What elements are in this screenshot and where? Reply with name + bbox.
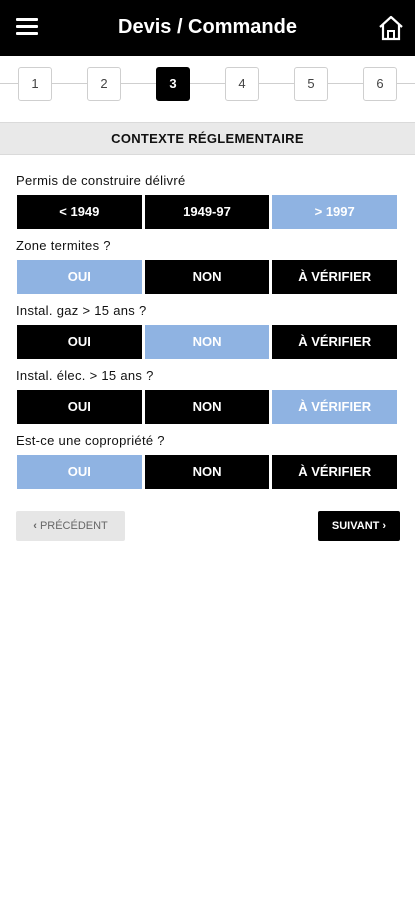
question-label-gas: Instal. gaz > 15 ans ? (16, 303, 147, 318)
step-5[interactable]: 5 (294, 67, 328, 101)
page-title: Devis / Commande (118, 16, 297, 38)
option-coownership-oui[interactable]: OUI (17, 455, 142, 489)
option-1949-97[interactable]: 1949-97 (145, 195, 270, 229)
option-termites-a-verifier[interactable]: À VÉRIFIER (272, 260, 397, 294)
chevron-right-icon: › (382, 520, 387, 532)
option-gas-oui[interactable]: OUI (17, 325, 142, 359)
question-label-termites: Zone termites ? (16, 238, 111, 253)
step-6[interactable]: 6 (363, 67, 397, 101)
section-title: CONTEXTE RÉGLEMENTAIRE (0, 122, 415, 155)
stepper-line (0, 83, 415, 84)
step-1[interactable]: 1 (18, 67, 52, 101)
option-gas-a-verifier[interactable]: À VÉRIFIER (272, 325, 397, 359)
home-icon[interactable] (377, 14, 405, 42)
step-2[interactable]: 2 (87, 67, 121, 101)
option-coownership-a-verifier[interactable]: À VÉRIFIER (272, 455, 397, 489)
option-group-gas (17, 325, 397, 359)
option-after-1997[interactable]: > 1997 (272, 195, 397, 229)
option-group-coownership (17, 455, 397, 489)
option-group-electric (17, 390, 397, 424)
option-before-1949[interactable]: < 1949 (17, 195, 142, 229)
step-indicator (0, 56, 415, 120)
option-electric-oui[interactable]: OUI (17, 390, 142, 424)
question-label-electric: Instal. élec. > 15 ans ? (16, 368, 154, 383)
app-header (0, 0, 415, 56)
option-termites-oui[interactable]: OUI (17, 260, 142, 294)
option-electric-a-verifier[interactable]: À VÉRIFIER (272, 390, 397, 424)
option-termites-non[interactable]: NON (145, 260, 270, 294)
next-button-label: SUIVANT (331, 520, 380, 532)
previous-button-label: PRÉCÉDENT (39, 520, 108, 532)
question-label-building-permit: Permis de construire délivré (16, 173, 186, 188)
previous-button[interactable] (16, 511, 125, 541)
step-4[interactable]: 4 (225, 67, 259, 101)
option-group-termites (17, 260, 397, 294)
chevron-left-icon: ‹ (33, 520, 37, 532)
option-group-building-permit (17, 195, 397, 229)
step-3[interactable]: 3 (156, 67, 190, 101)
option-coownership-non[interactable]: NON (145, 455, 270, 489)
next-button[interactable] (318, 511, 400, 541)
option-electric-non[interactable]: NON (145, 390, 270, 424)
question-label-coownership: Est-ce une copropriété ? (16, 433, 165, 448)
option-gas-non[interactable]: NON (145, 325, 270, 359)
